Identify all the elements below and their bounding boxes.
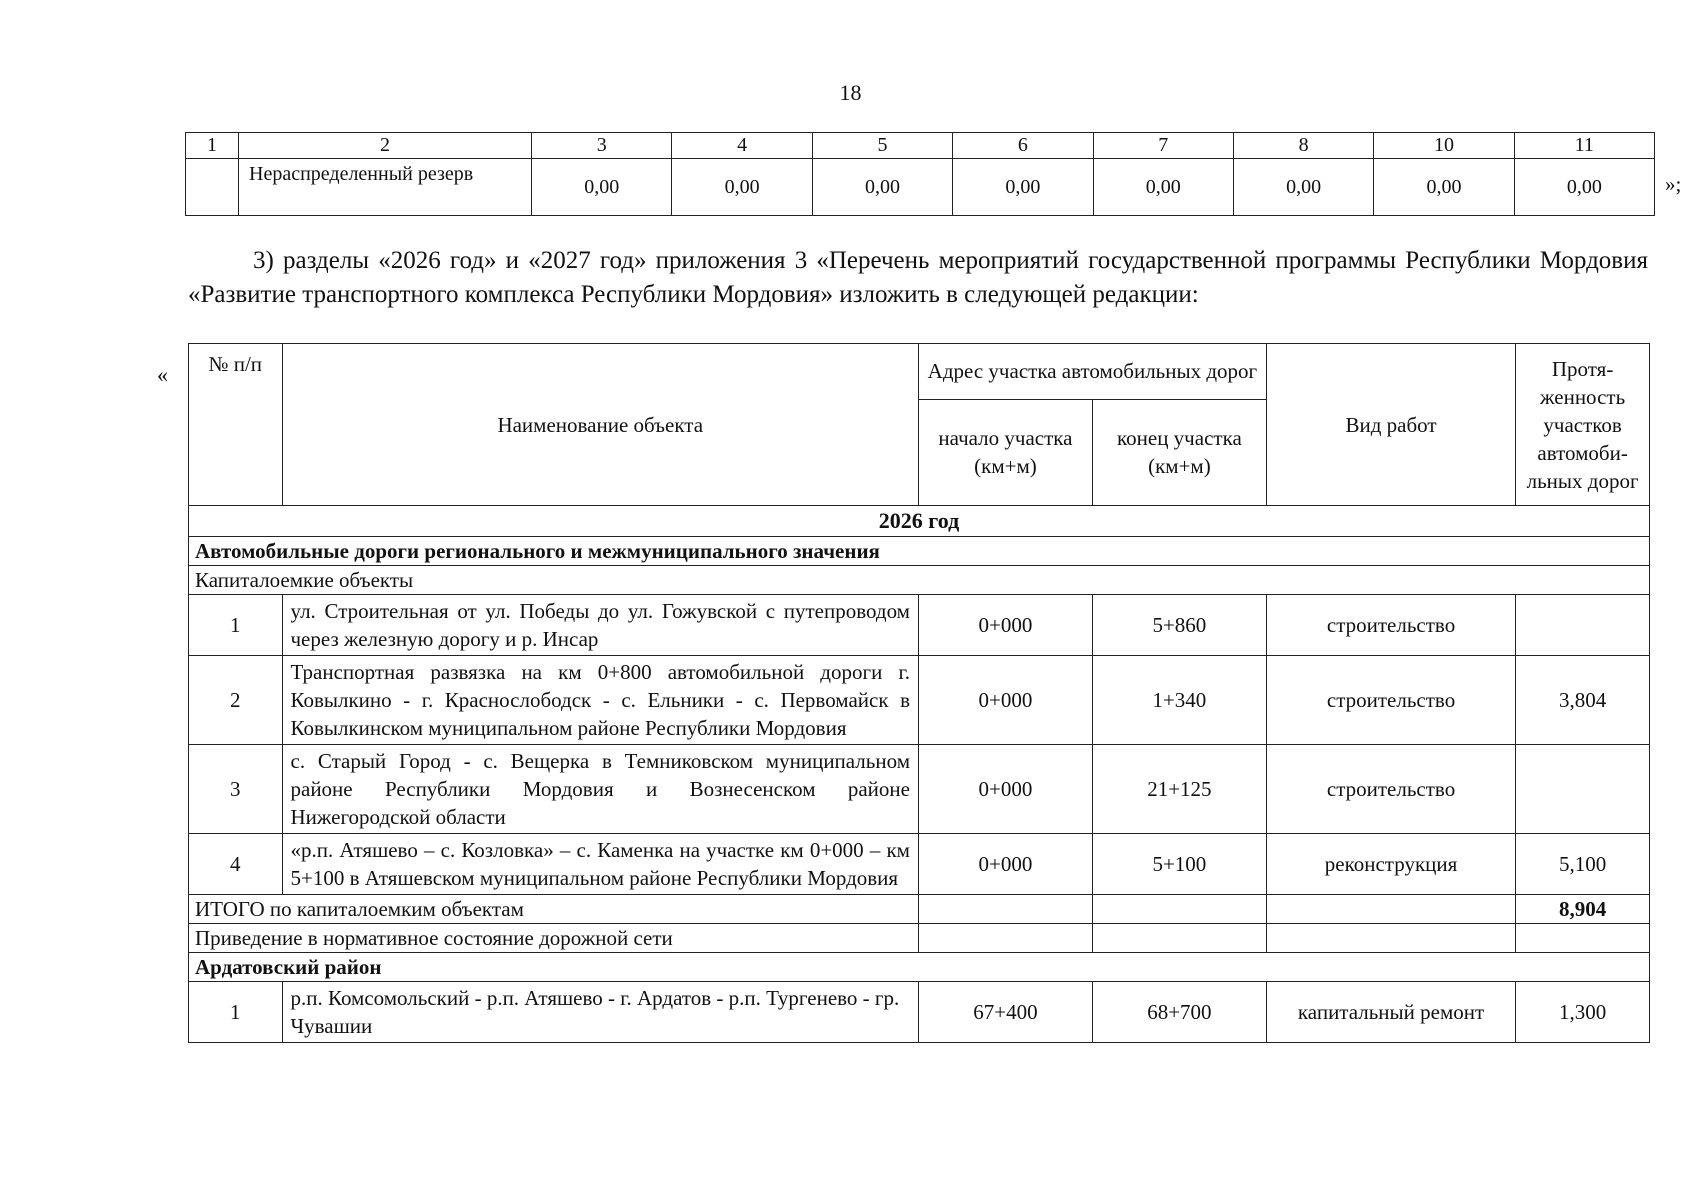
amendment-paragraph — [188, 244, 1648, 312]
summary-header-cell: 11 — [1514, 133, 1654, 159]
section-row — [189, 537, 1650, 566]
total-row — [189, 895, 1650, 924]
row-num: 4 — [189, 834, 283, 895]
row-num: 2 — [189, 656, 283, 745]
row-name: ул. Строительная от ул. Победы до ул. Гожувской с путепроводом через железную дорогу и р. Инсар — [282, 595, 918, 656]
summary-header-cell: 2 — [239, 133, 532, 159]
row-name: «р.п. Атяшево – с. Козловка» – с. Каменка на участке км 0+000 – км 5+100 в Атяшевском муниципальном районе Республики Мордовия — [282, 834, 918, 895]
row-name: с. Старый Город - с. Вещерка в Темниковском муниципальном районе Республики Мордовия и Вознесенском районе Нижегородской области — [282, 745, 918, 834]
row-work: строительство — [1266, 595, 1515, 656]
opening-quote: « — [157, 362, 168, 387]
category-empty-cell — [1516, 924, 1650, 953]
year-label: 2026 год — [189, 506, 1650, 537]
row-num: 1 — [189, 595, 283, 656]
summary-table-row — [186, 159, 1655, 216]
year-row — [189, 506, 1650, 537]
table-row — [189, 595, 1650, 656]
summary-row-value: 0,00 — [1514, 159, 1654, 216]
total-empty-cell — [918, 895, 1092, 924]
summary-header-cell: 3 — [532, 133, 672, 159]
summary-header-cell: 6 — [953, 133, 1093, 159]
row-length: 3,804 — [1516, 656, 1650, 745]
row-work: строительство — [1266, 745, 1515, 834]
category-empty-cell — [918, 924, 1092, 953]
header-length: Протя-женность участков автомоби-льных дорог — [1516, 344, 1650, 506]
row-length: 5,100 — [1516, 834, 1650, 895]
summary-table — [185, 132, 1655, 216]
summary-row-value: 0,00 — [1093, 159, 1233, 216]
header-start: начало участка (км+м) — [918, 399, 1092, 505]
total-length: 8,904 — [1516, 895, 1650, 924]
row-start: 0+000 — [918, 745, 1092, 834]
summary-row-value: 0,00 — [672, 159, 812, 216]
summary-header-cell: 7 — [1093, 133, 1233, 159]
header-address-group: Адрес участка автомобильных дорог — [918, 344, 1266, 400]
summary-table-header-row — [186, 133, 1655, 159]
row-num: 3 — [189, 745, 283, 834]
measures-table — [188, 343, 1650, 1043]
total-empty-cell — [1092, 895, 1266, 924]
row-end: 68+700 — [1092, 982, 1266, 1043]
row-length: 1,300 — [1516, 982, 1650, 1043]
row-length — [1516, 595, 1650, 656]
summary-header-cell: 8 — [1233, 133, 1373, 159]
summary-row-num — [186, 159, 239, 216]
row-end: 5+860 — [1092, 595, 1266, 656]
row-work: реконструкция — [1266, 834, 1515, 895]
row-start: 0+000 — [918, 595, 1092, 656]
summary-header-cell: 4 — [672, 133, 812, 159]
row-end: 21+125 — [1092, 745, 1266, 834]
summary-row-value: 0,00 — [812, 159, 952, 216]
subsection-label: Капиталоемкие объекты — [189, 566, 1650, 595]
total-empty-cell — [1266, 895, 1515, 924]
summary-header-cell: 5 — [812, 133, 952, 159]
district-row — [189, 953, 1650, 982]
page-number: 18 — [839, 80, 862, 105]
table-row — [189, 656, 1650, 745]
total-label: ИТОГО по капиталоемким объектам — [189, 895, 919, 924]
closing-quote: »; — [1665, 172, 1682, 196]
category-label: Приведение в нормативное состояние дорожной сети — [189, 924, 919, 953]
summary-row-value: 0,00 — [953, 159, 1093, 216]
row-name: Транспортная развязка на км 0+800 автомобильной дороги г. Ковылкино - г. Краснослободск - с. Ельники - с. Первомайск в Ковылкинском муниципальном районе Республики Мордовия — [282, 656, 918, 745]
amendment-text: 3) разделы «2026 год» и «2027 год» приложения 3 «Перечень мероприятий государственной программы Республики Мордовия «Развитие транспортного комплекса Республики Мордовия» изложить в следующей редакции: — [188, 247, 1648, 308]
row-end: 5+100 — [1092, 834, 1266, 895]
row-name: р.п. Комсомольский - р.п. Атяшево - г. Ардатов - р.п. Тургенево - гр. Чувашии — [282, 982, 918, 1043]
row-work: капитальный ремонт — [1266, 982, 1515, 1043]
section-label: Автомобильные дороги регионального и межмуниципального значения — [189, 537, 1650, 566]
table-row — [189, 745, 1650, 834]
summary-row-value: 0,00 — [532, 159, 672, 216]
summary-row-name: Нераспределенный резерв — [239, 159, 532, 216]
header-end: конец участка (км+м) — [1092, 399, 1266, 505]
summary-header-cell: 1 — [186, 133, 239, 159]
header-work: Вид работ — [1266, 344, 1515, 506]
table-row — [189, 834, 1650, 895]
district-label: Ардатовский район — [189, 953, 1650, 982]
row-start: 0+000 — [918, 656, 1092, 745]
row-start: 67+400 — [918, 982, 1092, 1043]
row-work: строительство — [1266, 656, 1515, 745]
measures-header-row — [189, 344, 1650, 400]
summary-header-cell: 10 — [1374, 133, 1514, 159]
row-length — [1516, 745, 1650, 834]
summary-row-value: 0,00 — [1374, 159, 1514, 216]
table-row — [189, 982, 1650, 1043]
row-num: 1 — [189, 982, 283, 1043]
category-empty-cell — [1266, 924, 1515, 953]
subsection-row — [189, 566, 1650, 595]
row-start: 0+000 — [918, 834, 1092, 895]
header-num: № п/п — [189, 344, 283, 506]
summary-row-value: 0,00 — [1233, 159, 1373, 216]
row-end: 1+340 — [1092, 656, 1266, 745]
category-row — [189, 924, 1650, 953]
category-empty-cell — [1092, 924, 1266, 953]
header-name: Наименование объекта — [282, 344, 918, 506]
